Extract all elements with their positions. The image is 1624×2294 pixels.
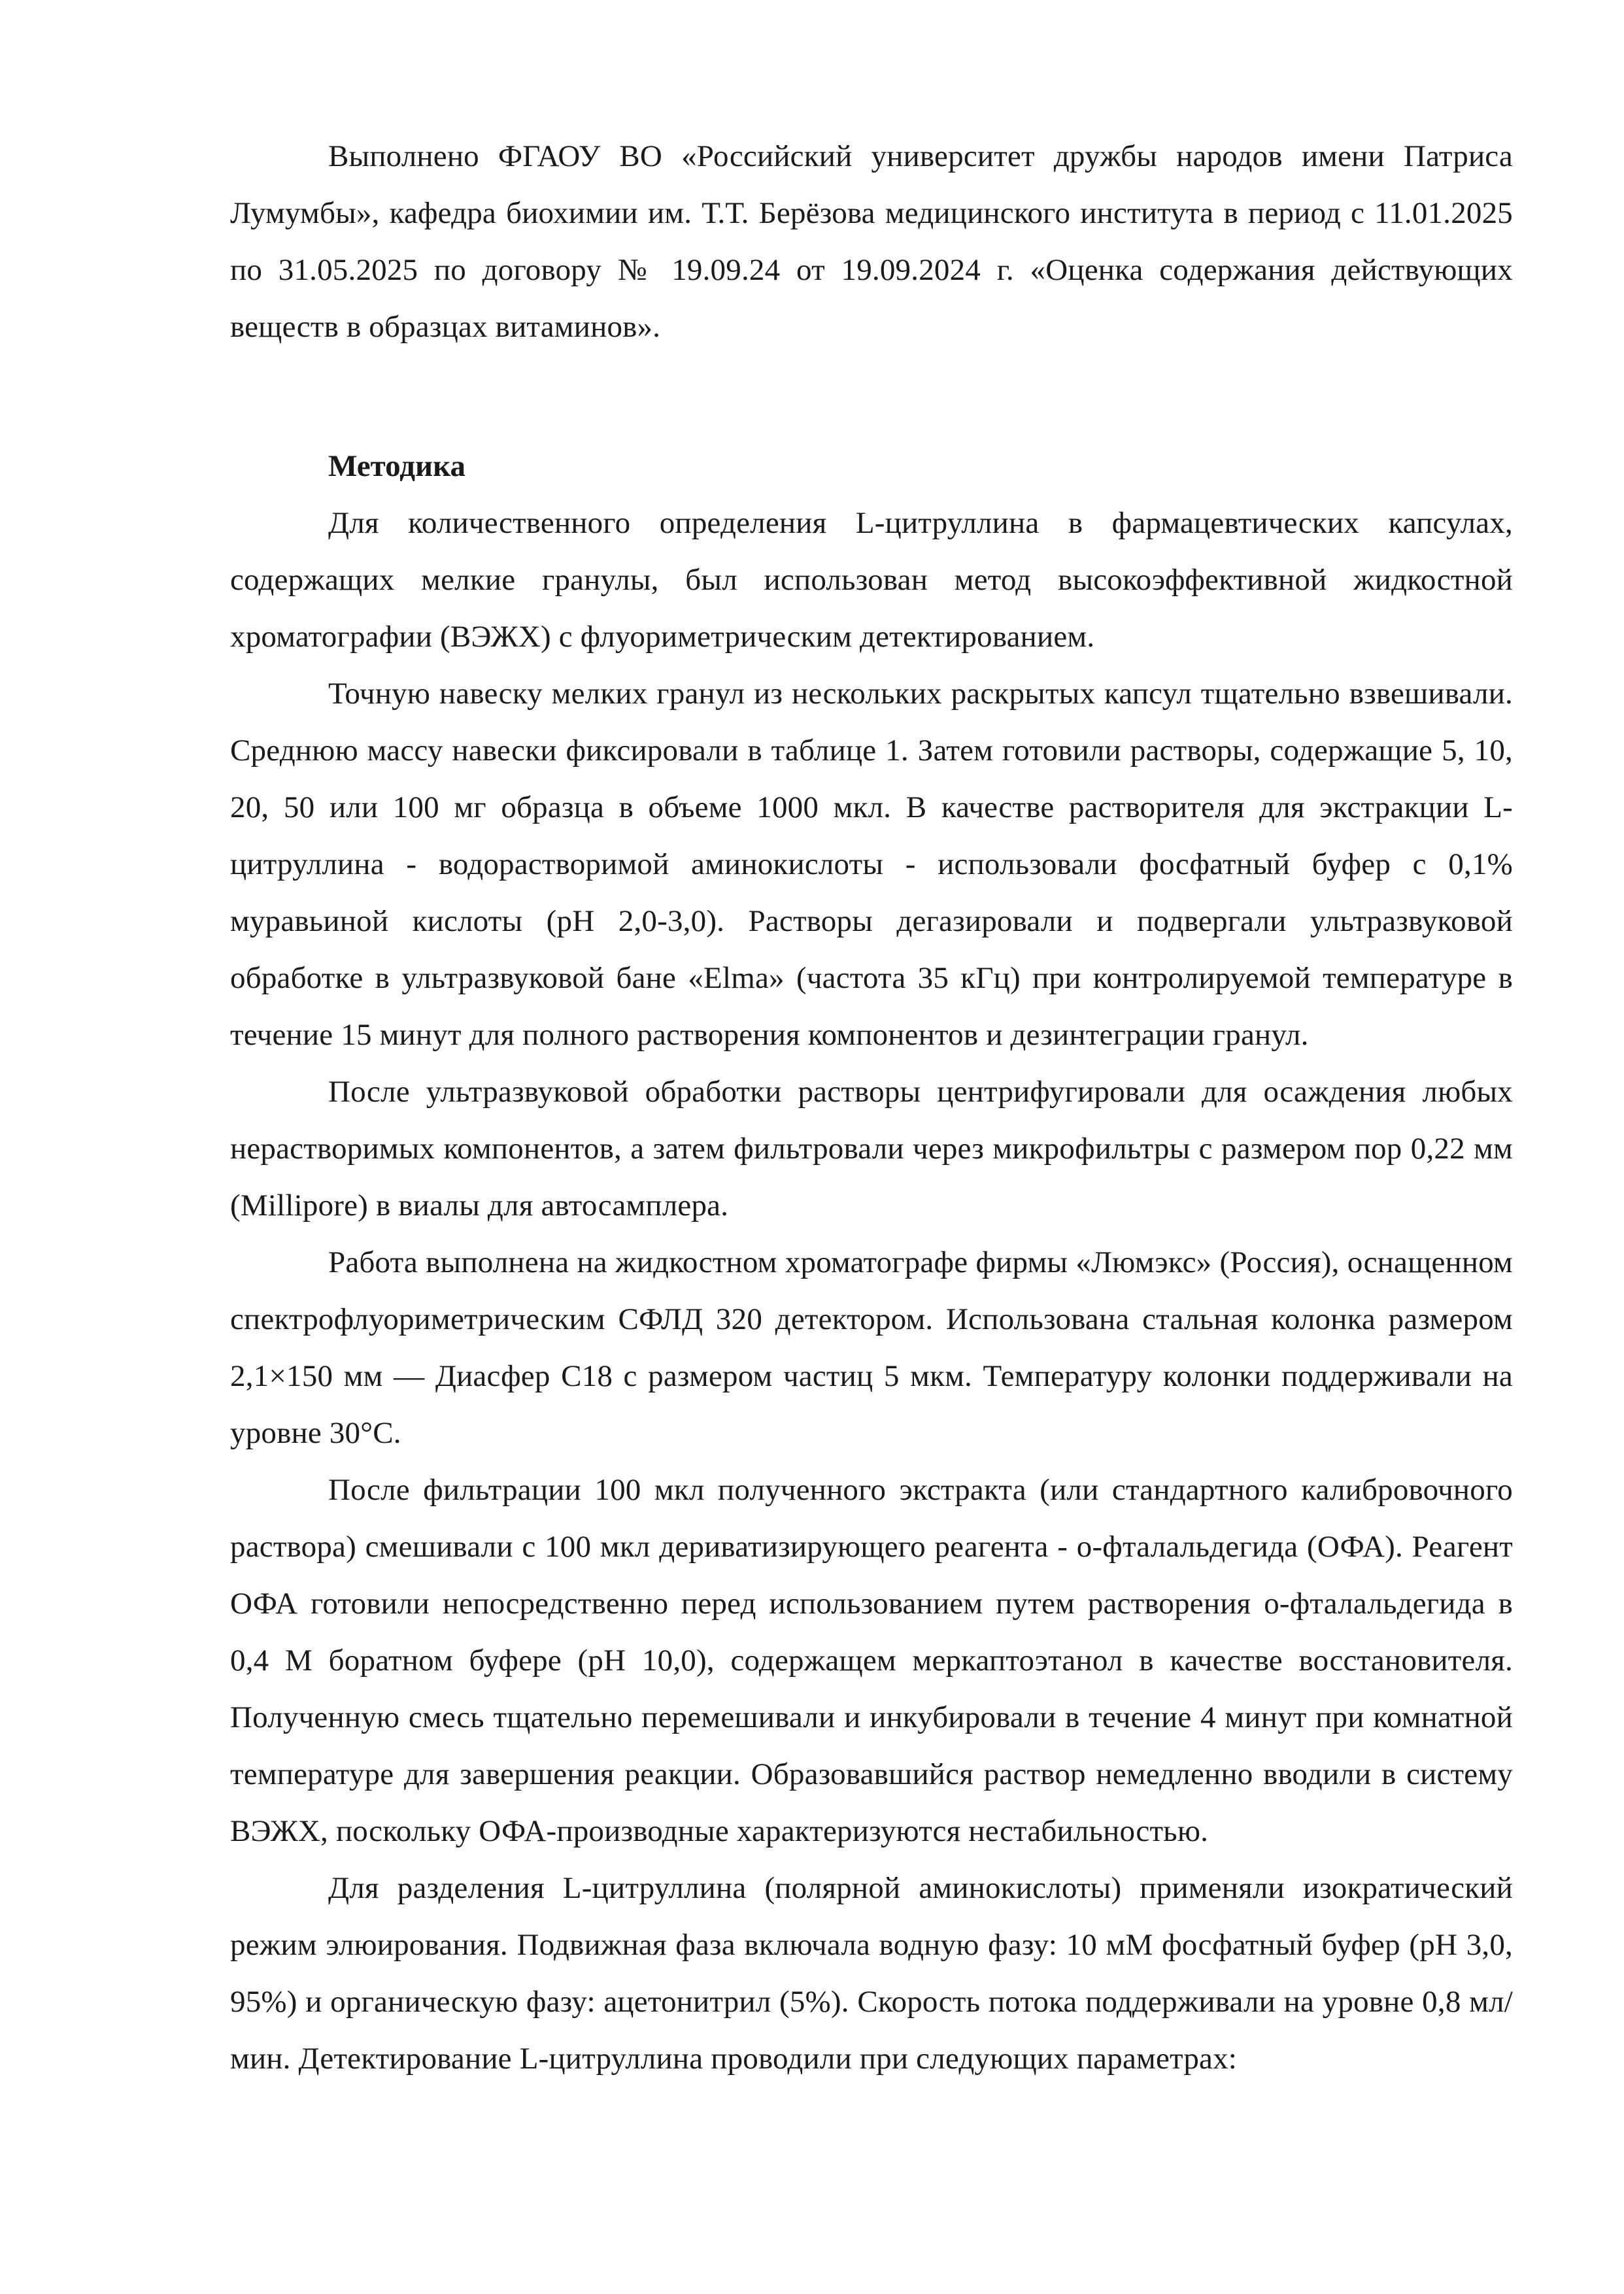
paragraph-elution: Для разделения L-цитруллина (полярной аминокислоты) применяли изократический режим элюирования. Подвижная фаза включала водную фазу: 10 мМ фосфатный буфер (рН 3,0, 95%) и органическую фазу: ацетонитрил (5%). Скорость потока поддерживали на уровне 0,8 мл/мин. Детектирование L-цитруллина проводили при следующих параметрах: (230, 1871, 1513, 2076)
paragraph-derivatization: После фильтрации 100 мкл полученного экстракта (или стандартного калибровочного раствора) смешивали с 100 мкл дериватизирующего реагента - о-фталальдегида (ОФА). Реагент ОФА готовили непосредственно перед использованием путем растворения о-фталальдегида в 0,4 М боратном буфере (рН 10,0), содержащем меркаптоэтанол в качестве восстановителя. Полученную смесь тщательно перемешивали и инкубировали в течение 4 минут при комнатной температуре для завершения реакции. Образовавшийся раствор немедленно вводили в систему ВЭЖХ, поскольку ОФА-производные характеризуются нестабильностью. (230, 1473, 1513, 1848)
section-heading: Методика (328, 449, 465, 483)
paragraph-centrifugation: После ультразвуковой обработки растворы центрифугировали для осаждения любых нерастворимых компонентов, а затем фильтровали через микрофильтры с размером пор 0,22 мм (Millipore) в виалы для автосамплера. (230, 1075, 1513, 1223)
paragraph-sample-preparation: Точную навеску мелких гранул из нескольких раскрытых капсул тщательно взвешивали. Среднюю массу навески фиксировали в таблице 1. Затем готовили растворы, содержащие 5, 10, 20, 50 или 100 мг образца в объеме 1000 мкл. В качестве растворителя для экстракции L-цитруллина - водорастворимой аминокислоты - использовали фосфатный буфер с 0,1% муравьиной кислоты (рН 2,0-3,0). Растворы дегазировали и подвергали ультразвуковой обработке в ультразвуковой бане «Elma» (частота 35 кГц) при контролируемой температуре в течение 15 минут для полного растворения компонентов и дезинтеграции гранул. (230, 677, 1513, 1052)
document-body (230, 128, 1513, 2087)
paragraph-method-overview: Для количественного определения L-цитруллина в фармацевтических капсулах, содержащих мелкие гранулы, был использован метод высокоэффективной жидкостной хроматографии (ВЭЖХ) с флуориметрическим детектированием. (230, 506, 1513, 654)
paragraph-equipment: Работа выполнена на жидкостном хроматографе фирмы «Люмэкс» (Россия), оснащенном спектрофлуориметрическим СФЛД 320 детектором. Использована стальная колонка размером 2,1×150 мм — Диасфер С18 с размером частиц 5 мкм. Температуру колонки поддерживали на уровне 30°С. (230, 1245, 1513, 1450)
intro-paragraph: Выполнено ФГАОУ ВО «Российский университет дружбы народов имени Патриса Лумумбы», кафедра биохимии им. Т.Т. Берёзова медицинского института в период с 11.01.2025 по 31.05.2025 по договору № 19.09.24 от 19.09.2024 г. «Оценка содержания действующих веществ в образцах витаминов». (230, 139, 1513, 344)
